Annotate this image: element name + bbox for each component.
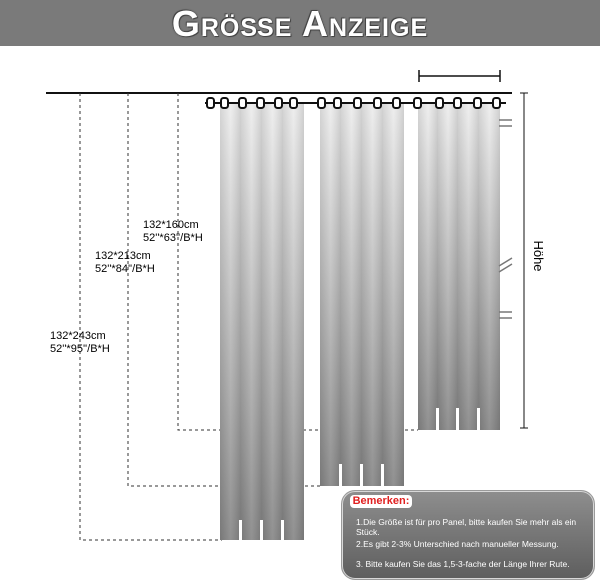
curtain-panel-long — [220, 103, 304, 540]
height-indicator — [520, 93, 528, 428]
page-title: Größe Anzeige — [171, 3, 429, 44]
note-item: 1.Die Größe ist für pro Panel, bitte kaufen Sie mehr als ein Stück. — [356, 517, 577, 537]
notes-box — [341, 490, 595, 580]
size-inch: 52''*63''/B*H — [143, 232, 203, 244]
note-item: 3. Bitte kaufen Sie das 1,5-3-fache der Länge Ihrer Rute. — [356, 559, 570, 569]
size-inch: 52''*84''/B*H — [95, 263, 155, 275]
note-item: 2.Es gibt 2-3% Unterschied nach manueller Messung. — [356, 539, 559, 549]
height-label: Höhe — [531, 240, 546, 272]
curtain-panel-medium — [320, 103, 404, 486]
notes-title: Bemerken: — [350, 495, 412, 508]
size-inch: 52''*95''/B*H — [50, 343, 110, 355]
width-indicator — [419, 70, 500, 82]
break-marks — [499, 120, 512, 318]
size-cm: 132*213cm — [95, 250, 151, 262]
dimension-label-short — [143, 219, 203, 245]
dimension-label-medium — [95, 250, 155, 276]
guide-long — [80, 93, 222, 540]
dimension-label-long — [50, 330, 110, 356]
curtain-panel-short — [418, 103, 500, 430]
size-cm: 132*243cm — [50, 330, 106, 342]
size-cm: 132*160cm — [143, 219, 199, 231]
